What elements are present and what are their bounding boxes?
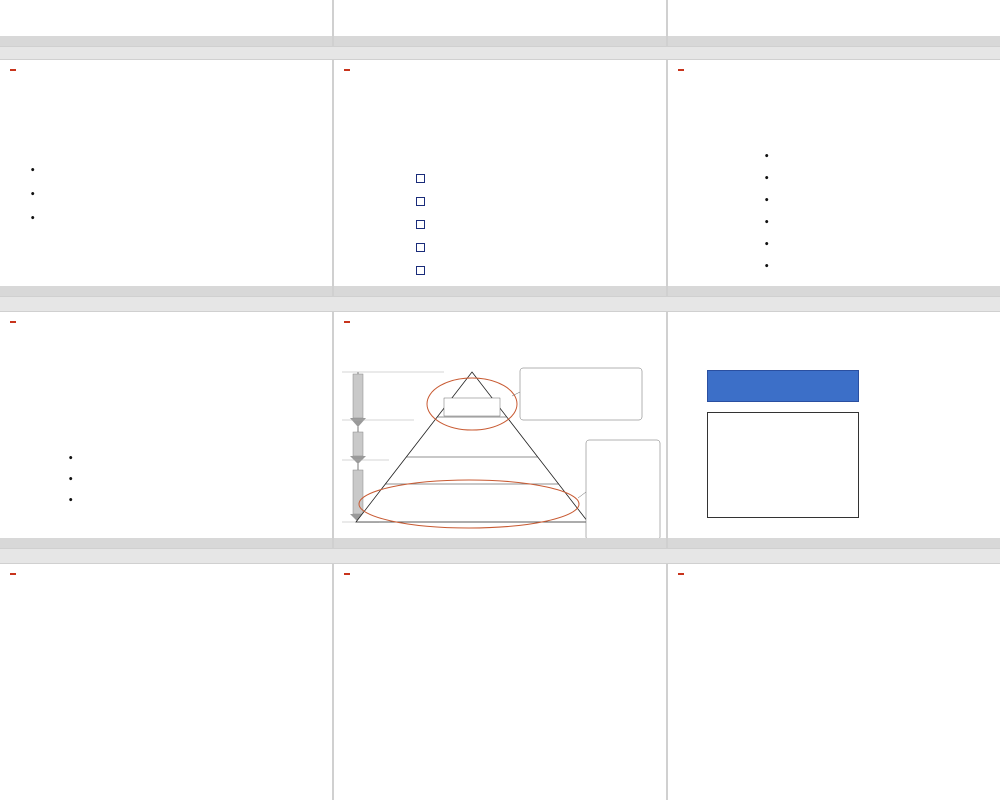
slide-thumb-13[interactable] — [668, 312, 1000, 548]
items-box — [707, 412, 859, 518]
slide-thumb-8[interactable] — [0, 60, 332, 296]
list-item: • — [764, 196, 770, 206]
slide-thumb-14[interactable] — [0, 564, 332, 800]
list-item: • — [30, 214, 36, 224]
list-item: • — [764, 240, 770, 250]
slide-thumb-15[interactable] — [334, 564, 666, 800]
page-number — [0, 538, 332, 548]
checkbox-icon — [416, 197, 425, 206]
list-item: • — [68, 496, 74, 506]
slide-thumb-16[interactable] — [668, 564, 1000, 800]
checklist-item — [416, 220, 427, 231]
slide-thumb-6[interactable] — [334, 0, 666, 46]
note-box-bottom — [586, 440, 660, 540]
list-item: • — [764, 218, 770, 228]
list-item: • — [30, 166, 36, 176]
logo — [678, 573, 684, 575]
page-number — [668, 36, 1000, 46]
page-number — [334, 286, 666, 296]
slide-thumb-9[interactable] — [334, 60, 666, 296]
slide-thumb-10[interactable] — [668, 60, 1000, 296]
checkbox-icon — [416, 266, 425, 275]
slide-thumb-7[interactable] — [668, 0, 1000, 46]
list-item: • — [764, 152, 770, 162]
checkbox-icon — [416, 243, 425, 252]
logo — [678, 69, 684, 71]
checkbox-icon — [416, 220, 425, 229]
slide-thumb-11[interactable] — [0, 312, 332, 548]
logo — [344, 321, 350, 323]
page-number — [334, 36, 666, 46]
list-item: • — [764, 174, 770, 184]
logo — [10, 573, 16, 575]
note-box-top — [520, 368, 642, 420]
logo — [10, 69, 16, 71]
banner — [707, 370, 859, 402]
checklist-item — [416, 266, 427, 277]
pyramid-diagram — [334, 352, 666, 542]
checklist-item — [416, 197, 427, 208]
page-number — [668, 286, 1000, 296]
checklist-item — [416, 174, 427, 185]
logo — [10, 321, 16, 323]
list-item: • — [30, 190, 36, 200]
page-number — [0, 286, 332, 296]
slide-thumb-12[interactable] — [334, 312, 666, 548]
slide-thumb-5[interactable] — [0, 0, 332, 46]
checkbox-icon — [416, 174, 425, 183]
logo — [344, 69, 350, 71]
checklist-item — [416, 243, 427, 254]
page-number — [334, 538, 666, 548]
list-item: • — [68, 454, 74, 464]
logo — [344, 573, 350, 575]
list-item: • — [68, 475, 74, 485]
page-number — [668, 538, 1000, 548]
list-item: • — [764, 262, 770, 272]
page-number — [0, 36, 332, 46]
